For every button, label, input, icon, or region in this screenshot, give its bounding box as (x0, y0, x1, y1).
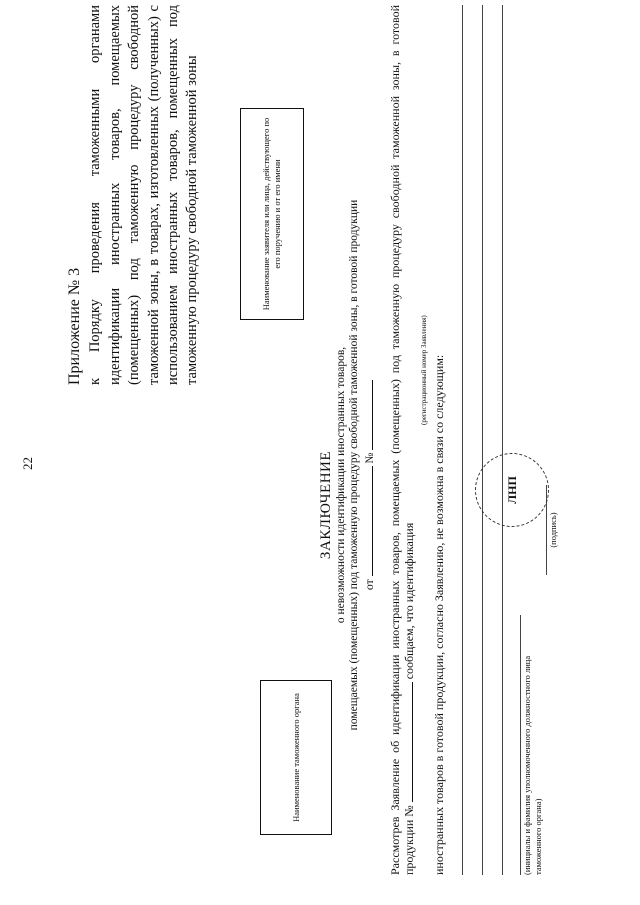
reg-number-caption: (регистрационный номер Заявления) (420, 315, 428, 425)
reason-line-3 (502, 5, 503, 875)
number-field (362, 380, 373, 450)
stamp-label: ЛНП (504, 476, 519, 504)
page-number: 22 (20, 457, 35, 470)
appendix-text: к Порядку проведения таможенными органами идентификации иностранных товаров, помещаемых (помещенных) под таможенную процедуру свободной таможенной зоны, в товарах, изготовленных (полученных) с использованием иностранных товаров, помещенных под таможенную процедуру свободной таможенной зоны (87, 5, 201, 385)
paragraph-2: иностранных товаров в готовой продукции, согласно Заявлению, не возможна в связи со следующим: (432, 354, 446, 875)
document-subtitle-1: о невозможности идентификации иностранных товаров, (335, 346, 347, 624)
document-title: ЗАКЛЮЧЕНИЕ (318, 450, 334, 560)
reg-number-field (402, 682, 413, 802)
number-label: № (364, 452, 376, 464)
official-name-line (520, 615, 521, 875)
reason-line-1 (462, 5, 463, 875)
customs-authority-box: Наименование таможенного органа (260, 680, 332, 835)
document-subtitle-2: помещаемых (помещенных) под таможенную процедуру свободной таможенной зоны, в готовой продукции (348, 199, 360, 731)
date-field (362, 467, 373, 577)
appendix-title: Приложение № 3 (66, 267, 83, 385)
appendix-block (65, 5, 203, 385)
official-caption: (инициалы и фамилия уполномоченного должностного лица таможенного органа) (522, 655, 543, 875)
from-label: от (364, 579, 376, 590)
signature-caption: (подпись) (548, 512, 558, 548)
paragraph-1 (388, 5, 416, 875)
date-number-line (362, 380, 376, 590)
reason-line-2 (482, 5, 483, 875)
applicant-name-box: Наименование заявителя или лица, действующего по его поручению и от его имени (240, 108, 304, 320)
stamp-seal (475, 453, 549, 527)
paragraph-1-end: сообщаем, что идентификация (402, 522, 416, 680)
paragraph-1-text: Рассмотрев Заявление об идентификации иностранных товаров, помещаемых (помещенных) под таможенную процедуру свободной таможенной зоны, в готовой продукции № (388, 5, 416, 875)
